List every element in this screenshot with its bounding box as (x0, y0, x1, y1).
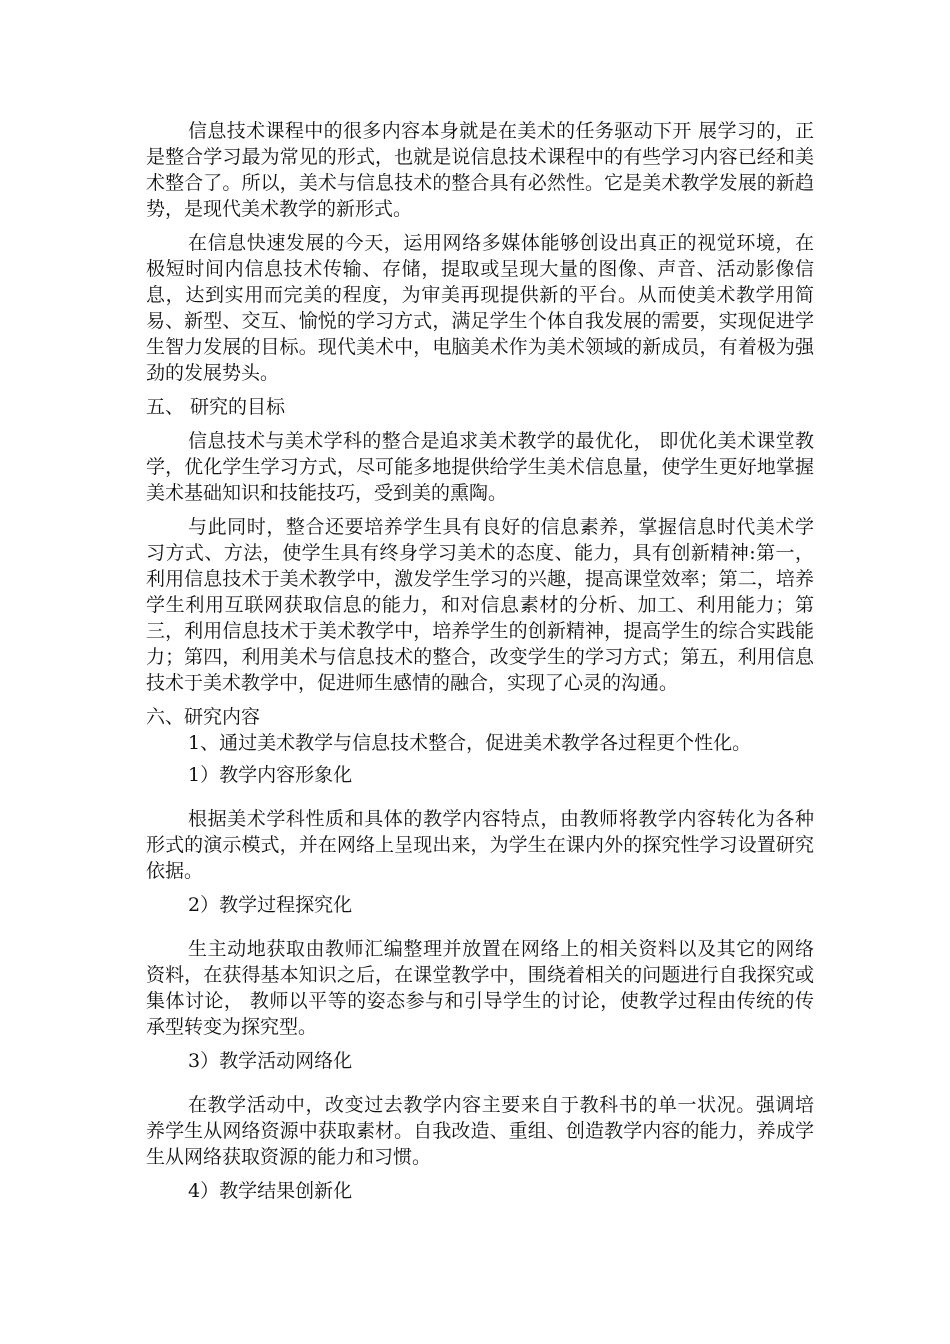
paragraph-visualized-content: 根据美术学科性质和具体的教学内容特点，由教师将教学内容转化为各种形式的演示模式，并在网络上呈现出来，为学生在课内外的探究性学习设置研究依据。 (146, 808, 814, 882)
list-item-personalization: 1、通过美术教学与信息技术整合，促进美术教学各过程更个性化。 (188, 732, 752, 754)
subheading-inquiry-process: 2）教学过程探究化 (188, 894, 353, 916)
subheading-visualized-content: 1）教学内容形象化 (188, 764, 353, 786)
paragraph-integration-form: 信息技术课程中的很多内容本身就是在美术的任务驱动下开 展学习的，正是整合学习最为常见的形式，也就是说信息技术课程中的有些学习内容已经和美术整合了。所以，美术与信息技术的整合具有必然性。它是美术教学发展的新趋势，是现代美术教学的新形式。 (146, 120, 814, 220)
section-heading-content: 六、研究内容 (146, 706, 261, 728)
paragraph-goal-optimization: 信息技术与美术学科的整合是追求美术教学的最优化， 即优化美术课堂教学，优化学生学习方式，尽可能多地提供给学生美术信息量，使学生更好地掌握美术基础知识和技能技巧，受到美的熏陶。 (146, 430, 814, 504)
paragraph-multimedia-environment: 在信息快速发展的今天，运用网络多媒体能够创设出真正的视觉环境，在极短时间内信息技术传输、存储，提取或呈现大量的图像、声音、活动影像信息，达到实用而完美的程度，为审美再现提供新的平台。从而使美术教学用简易、新型、交互、愉悦的学习方式，满足学生个体自我发展的需要，实现促进学生智力发展的目标。现代美术中，电脑美术作为美术领域的新成员，有着极为强劲的发展势头。 (146, 232, 814, 384)
paragraph-inquiry-process: 生主动地获取由教师汇编整理并放置在网络上的相关资料以及其它的网络资料，在获得基本知识之后，在课堂教学中，围绕着相关的问题进行自我探究或集体讨论， 教师以平等的姿态参与和引导学生的讨论，使教学过程由传统的传承型转变为探究型。 (146, 938, 814, 1038)
document-body (146, 118, 814, 1204)
section-heading-goals: 五、 研究的目标 (146, 396, 286, 418)
subheading-innovative-results: 4）教学结果创新化 (188, 1180, 353, 1202)
paragraph-goal-literacy: 与此同时，整合还要培养学生具有良好的信息素养，掌握信息时代美术学习方式、方法，使学生具有终身学习美术的态度、能力，具有创新精神:第一，利用信息技术于美术教学中，激发学生学习的兴趣，提高课堂效率；第二，培养学生利用互联网获取信息的能力，和对信息素材的分析、加工、利用能力；第三，利用信息技术于美术教学中，培养学生的创新精神，提高学生的综合实践能力；第四，利用美术与信息技术的整合，改变学生的学习方式；第五，利用信息技术于美术教学中，促进师生感情的融合，实现了心灵的沟通。 (146, 516, 814, 694)
paragraph-networked-activity: 在教学活动中，改变过去教学内容主要来自于教科书的单一状况。强调培养学生从网络资源中获取素材。自我改造、重组、创造教学内容的能力，养成学生从网络获取资源的能力和习惯。 (146, 1094, 814, 1168)
subheading-networked-activity: 3）教学活动网络化 (188, 1050, 353, 1072)
